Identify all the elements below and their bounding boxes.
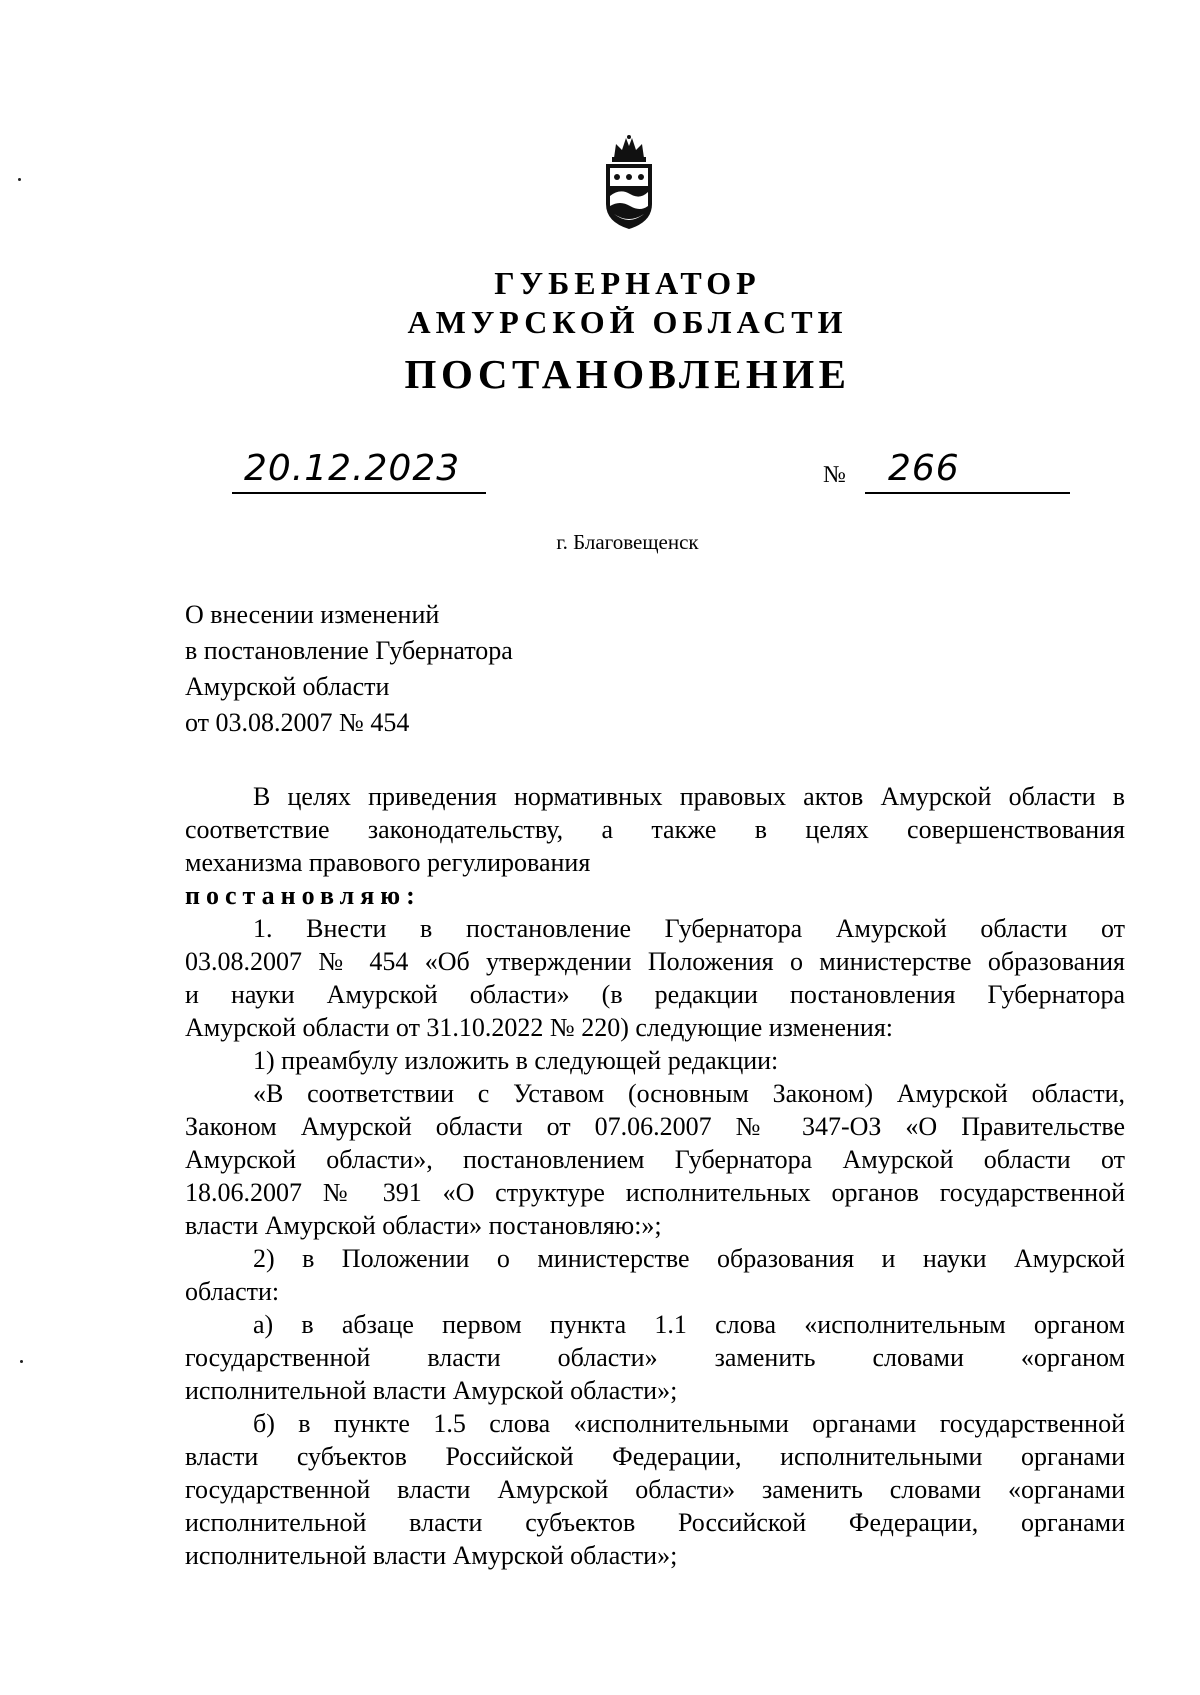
body-line: Амурской области от 31.10.2022 № 220) следующие изменения:	[185, 1013, 894, 1042]
document-number: 266	[888, 448, 960, 489]
body-line: власти Амурской области» постановляю:»;	[185, 1211, 662, 1240]
document-title: ПОСТАНОВЛЕНИЕ	[404, 351, 851, 397]
city-name: г. Благовещенск	[556, 530, 699, 554]
body-line: исполнительной власти Амурской области»;	[185, 1376, 678, 1405]
body-line: 2) в Положении о министерстве образования и науки Амурской	[253, 1244, 1125, 1273]
body-line: 18.06.2007 № 391 «О структуре исполнительных органов государственной	[185, 1178, 1125, 1207]
body-line: механизма правового регулирования	[185, 848, 591, 877]
body-line: 1. Внести в постановление Губернатора Амурской области от	[253, 914, 1125, 943]
number-sign: №	[823, 462, 846, 488]
body-line: «В соответствии с Уставом (основным Законом) Амурской области,	[253, 1079, 1125, 1108]
body-line: области:	[185, 1277, 280, 1306]
body-line: соответствие законодательству, а также в целях совершенствования	[185, 815, 1125, 844]
scan-speck	[18, 178, 21, 181]
header-region: АМУРСКОЙ ОБЛАСТИ	[407, 304, 848, 340]
subject-line: О внесении изменений	[185, 600, 440, 629]
body-line: а) в абзаце первом пункта 1.1 слова «исполнительным органом	[253, 1310, 1125, 1339]
subject-line: в постановление Губернатора	[185, 636, 513, 665]
document-body	[185, 780, 1125, 1572]
body-line: государственной власти Амурской области» заменить словами «органами	[185, 1475, 1125, 1504]
body-line: В целях приведения нормативных правовых актов Амурской области в	[253, 782, 1125, 811]
decree-word: постановляю:	[185, 881, 421, 910]
body-line: б) в пункте 1.5 слова «исполнительными органами государственной	[253, 1409, 1125, 1438]
body-line: исполнительной власти Амурской области»;	[185, 1541, 678, 1570]
subject-line: Амурской области	[185, 672, 390, 701]
document-subject	[185, 597, 513, 741]
body-line: Амурской области», постановлением Губернатора Амурской области от	[185, 1145, 1125, 1174]
subject-line: от 03.08.2007 № 454	[185, 708, 410, 737]
coat-of-arms-emblem	[600, 134, 658, 230]
body-line: государственной власти области» заменить словами «органом	[185, 1343, 1125, 1372]
document-date: 20.12.2023	[244, 448, 461, 489]
body-line: 1) преамбулу изложить в следующей редакции:	[253, 1046, 779, 1075]
scan-speck	[20, 1360, 23, 1363]
body-line: власти субъектов Российской Федерации, исполнительными органами	[185, 1442, 1125, 1471]
body-line: Законом Амурской области от 07.06.2007 № 347-ОЗ «О Правительстве	[185, 1112, 1125, 1141]
number-underline	[865, 492, 1070, 494]
header-governor: ГУБЕРНАТОР	[494, 265, 761, 301]
body-line: исполнительной власти субъектов Российской Федерации, органами	[185, 1508, 1125, 1537]
body-line: 03.08.2007 № 454 «Об утверждении Положения о министерстве образования	[185, 947, 1125, 976]
body-line: и науки Амурской области» (в редакции постановления Губернатора	[185, 980, 1125, 1009]
date-underline	[232, 492, 486, 494]
